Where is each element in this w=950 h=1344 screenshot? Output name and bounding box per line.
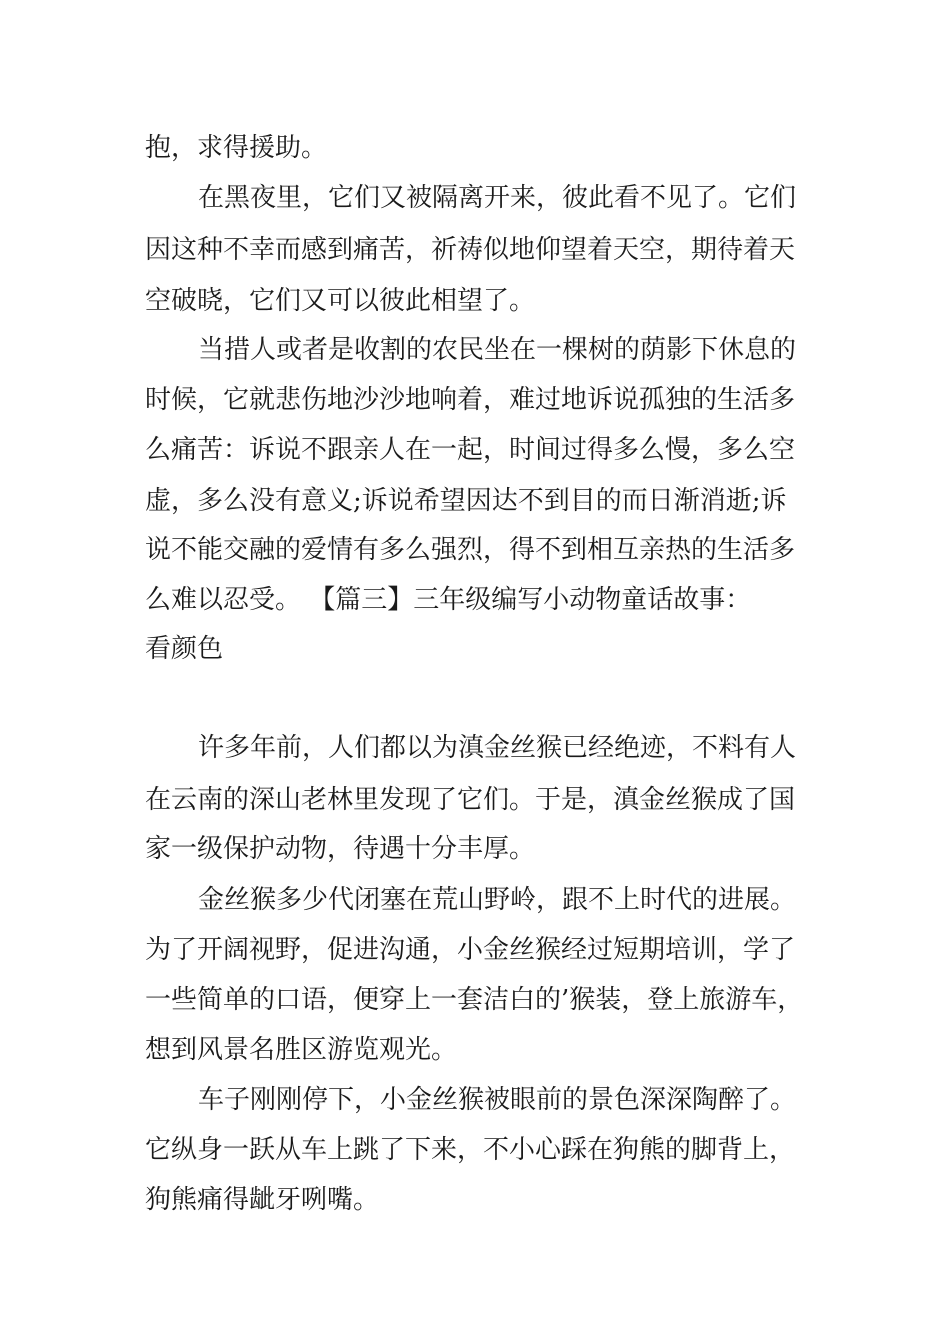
section-heading-line: 看颜色: [145, 634, 224, 664]
text-line: 家一级保护动物，待遇十分丰厚。: [145, 834, 536, 864]
text-line: 为了开阔视野，促进沟通，小金丝猴经过短期培训，学了: [145, 935, 796, 965]
paragraph-first-line: 金丝猴多少代闭塞在荒山野岭，跟不上时代的进展。: [198, 885, 797, 915]
text-line: 空破晓，它们又可以彼此相望了。: [145, 286, 536, 316]
text-line: 它纵身一跃从车上跳了下来，不小心踩在狗熊的脚背上，: [145, 1135, 796, 1165]
text-line: 因这种不幸而感到痛苦，祈祷似地仰望着天空，期待着天: [145, 235, 796, 265]
text-line: 虚，多么没有意义;诉说希望因达不到目的而日渐消逝;诉: [145, 486, 787, 516]
text-line: 时候，它就悲伤地沙沙地响着，难过地诉说孤独的生活多: [145, 385, 796, 415]
text-line: 在云南的深山老林里发现了它们。于是，滇金丝猴成了国: [145, 785, 796, 815]
paragraph-first-line: 在黑夜里，它们又被隔离开来，彼此看不见了。它们: [198, 183, 797, 213]
paragraph-first-line: 许多年前，人们都以为滇金丝猴已经绝迹，不料有人: [198, 733, 797, 763]
text-line: 想到风景名胜区游览观光。: [145, 1035, 458, 1065]
text-line: 说不能交融的爱情有多么强烈，得不到相互亲热的生活多: [145, 535, 796, 565]
text-line: 抱，求得援助。: [145, 133, 328, 163]
section-heading-line: 么难以忍受。 【篇三】三年级编写小动物童话故事：: [145, 585, 752, 615]
text-line: 狗熊痛得龇牙咧嘴。: [145, 1185, 380, 1215]
text-line: 一些简单的口语，便穿上一套洁白的’猴装，登上旅游车，: [145, 985, 804, 1015]
paragraph-first-line: 当措人或者是收割的农民坐在一棵树的荫影下休息的: [198, 335, 797, 365]
paragraph-first-line: 车子刚刚停下，小金丝猴被眼前的景色深深陶醉了。: [198, 1085, 797, 1115]
text-line: 么痛苦：诉说不跟亲人在一起，时间过得多么慢，多么空: [145, 435, 796, 465]
